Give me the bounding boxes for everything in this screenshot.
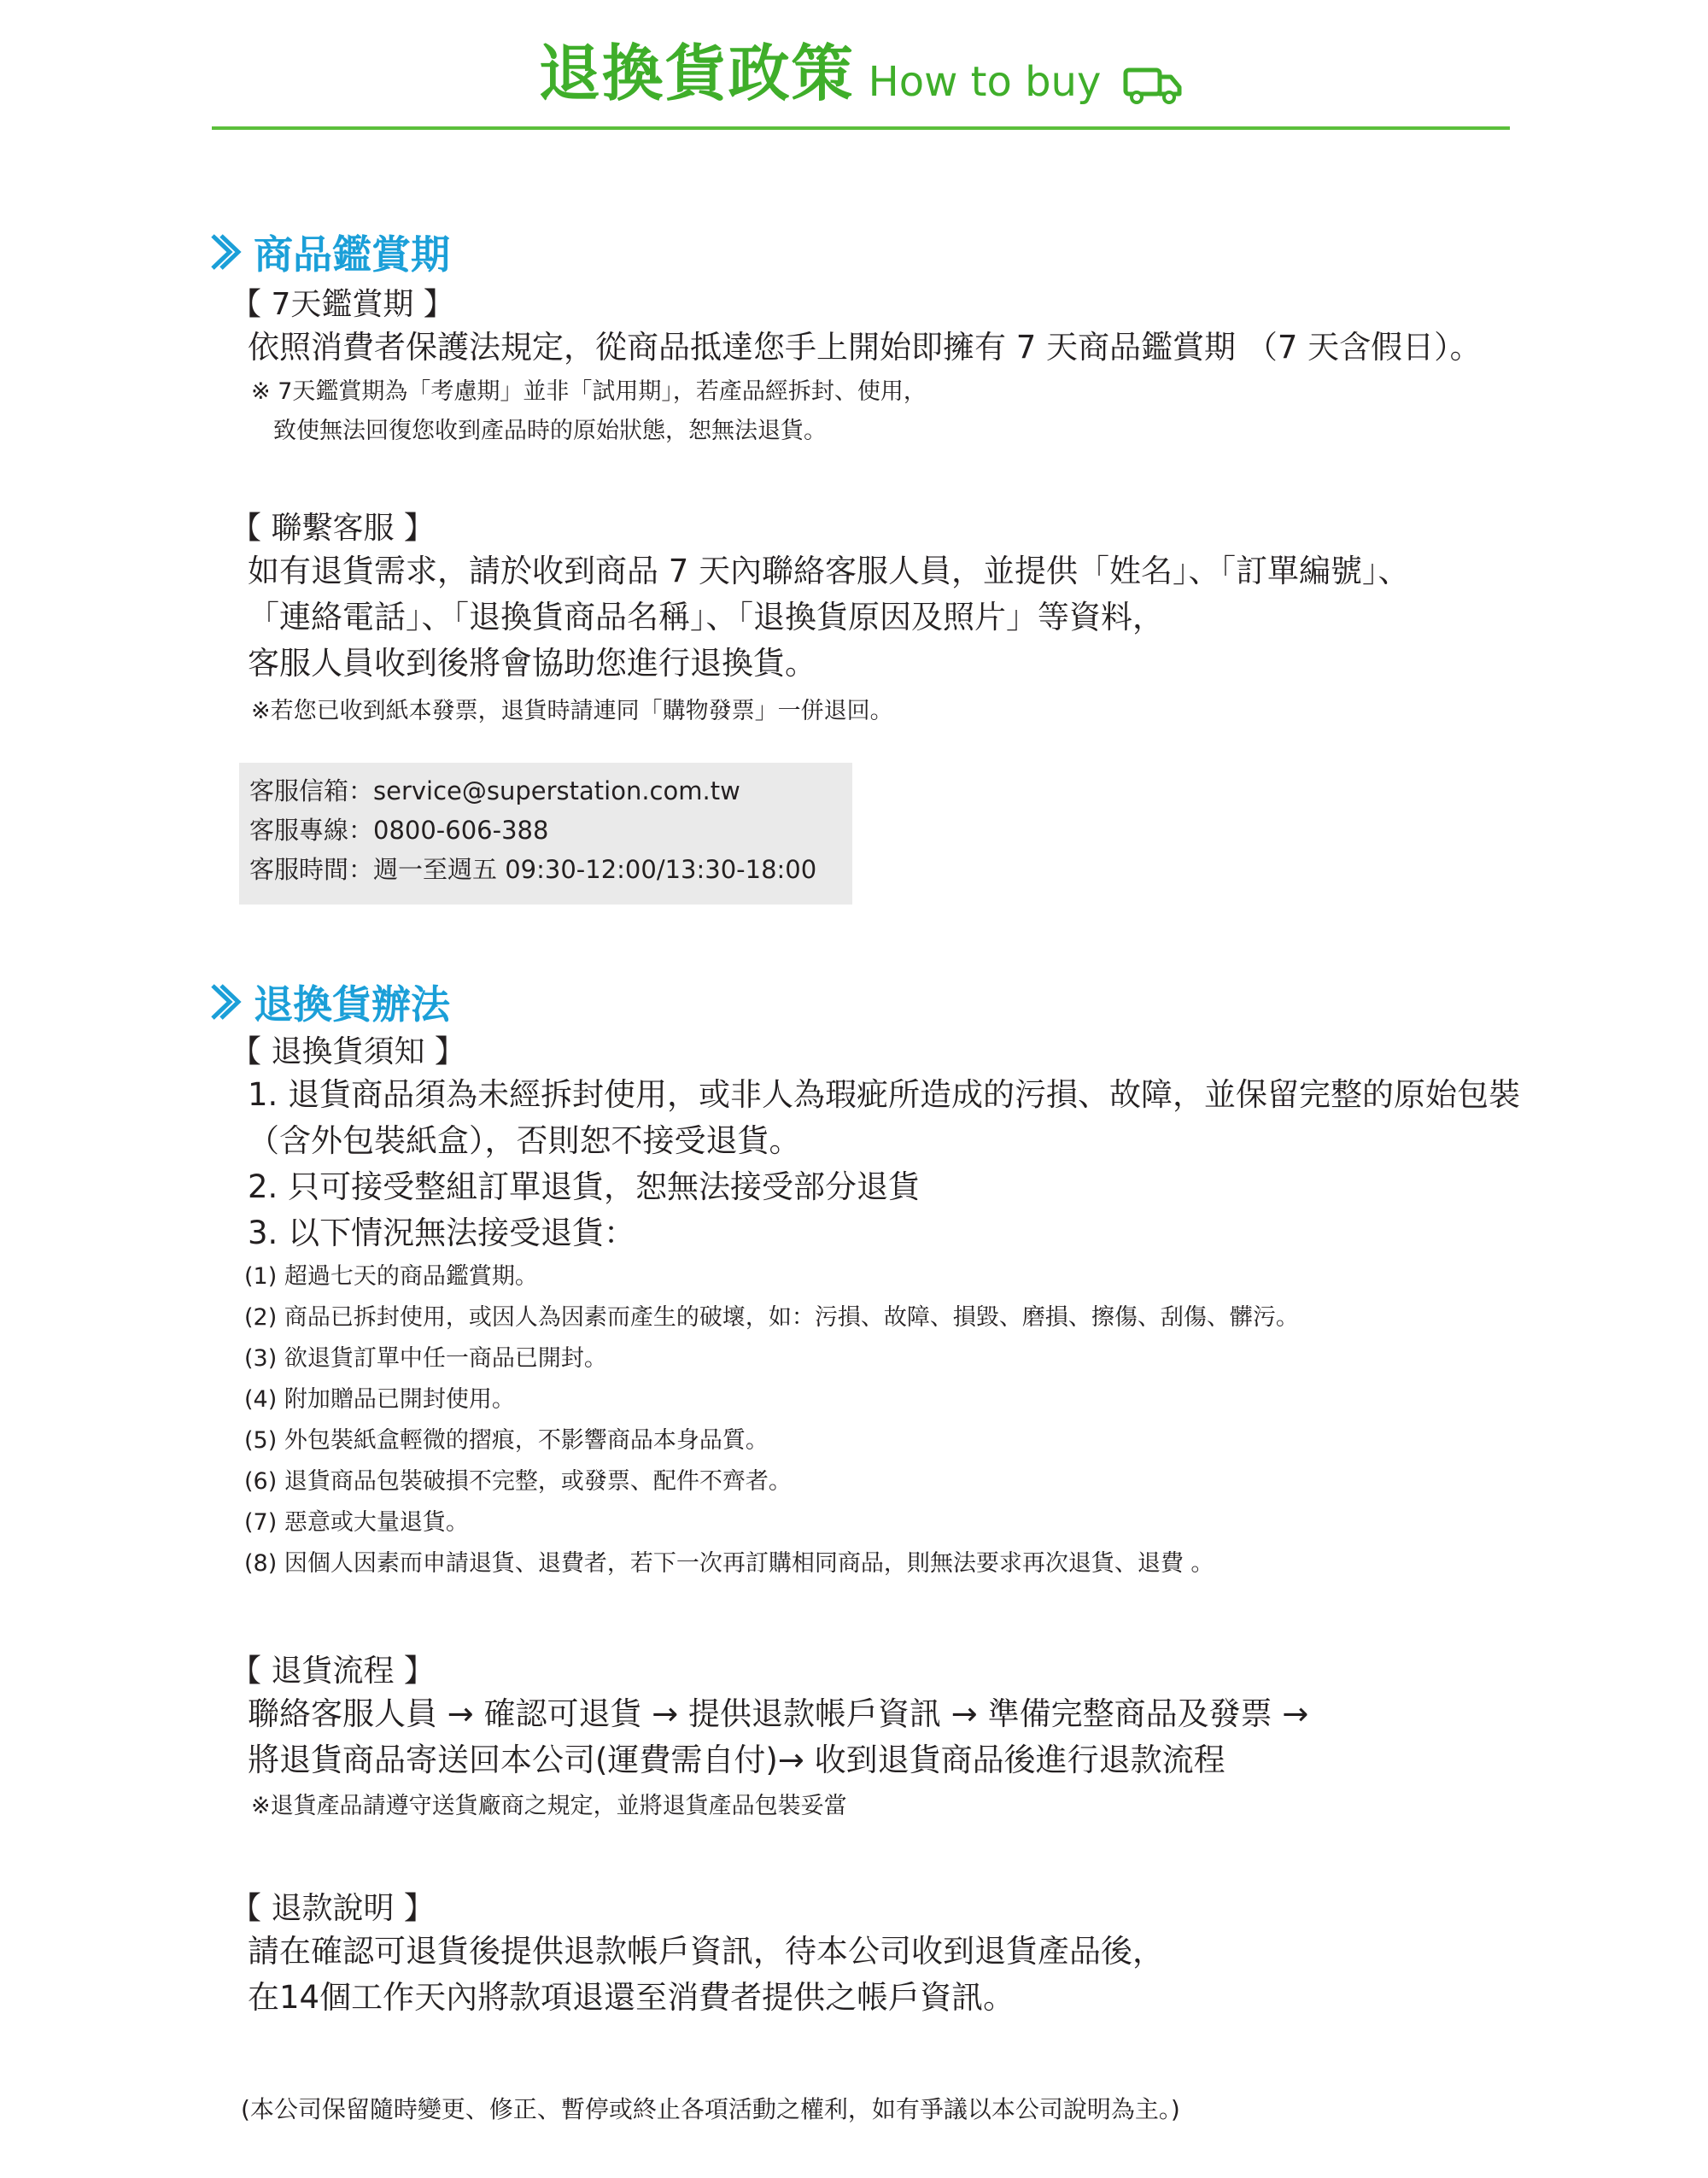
page-subtitle: How to buy (868, 58, 1102, 106)
body-text: 客服人員收到後將會協助您進行退換貨。 (248, 645, 816, 682)
contact-email[interactable]: 客服信箱：service@superstation.com.tw (249, 776, 740, 805)
case-item: (6) 退貨商品包裝破損不完整，或發票、配件不齊者。 (244, 1468, 792, 1496)
case-item: (4) 附加贈品已開封使用。 (244, 1386, 515, 1414)
subheading: 【 退款說明 】 (231, 1891, 435, 1926)
note-text: ※若您已收到紙本發票，退貨時請連同「購物發票」一併退回。 (251, 698, 893, 725)
return-process-block (231, 1653, 1308, 1826)
contact-service-block (231, 510, 1410, 731)
chevron-right-icon (208, 982, 242, 1022)
contact-info-box (239, 763, 852, 905)
body-text: 聯絡客服人員 → 確認可退貨 → 提供退款帳戶資訊 → 準備完整商品及發票 → (248, 1695, 1309, 1733)
refund-block (231, 1890, 1164, 2021)
body-text: 依照消費者保護法規定，從商品抵達您手上開始即擁有 7 天商品鑑賞期 （7 天含假日）。 (248, 329, 1482, 366)
list-item: 1. 退貨商品須為未經拆封使用，或非人為瑕疵所造成的污損、故障，並保留完整的原始包裝 (248, 1076, 1521, 1114)
subheading: 【 聯繫客服 】 (231, 511, 435, 546)
body-text: 如有退貨需求，請於收到商品 7 天內聯絡客服人員，並提供「姓名」、「訂單編號」、 (248, 553, 1410, 590)
header-divider (212, 126, 1510, 130)
note-text: ※ 7天鑑賞期為「考慮期」並非「試用期」，若產品經拆封、使用， (251, 378, 927, 406)
list-item: 2. 只可接受整組訂單退貨，恕無法接受部分退貨 (248, 1168, 921, 1206)
case-item: (7) 惡意或大量退貨。 (244, 1509, 469, 1537)
return-notice-block (231, 1033, 1520, 1584)
body-text: 在14個工作天內將款項退還至消費者提供之帳戶資訊。 (248, 1979, 1015, 2017)
subheading: 【 退貨流程 】 (231, 1654, 435, 1689)
note-text: ※退貨產品請遵守送貨廠商之規定，並將退貨產品包裝妥當 (251, 1793, 847, 1820)
subheading: 【 退換貨須知 】 (231, 1034, 465, 1069)
section-title-appreciation (208, 224, 450, 280)
case-item: (1) 超過七天的商品鑑賞期。 (244, 1263, 538, 1291)
case-item: (5) 外包裝紙盒輕微的摺痕，不影響商品本身品質。 (244, 1427, 769, 1455)
note-text: 致使無法回復您收到產品時的原始狀態，恕無法退貨。 (273, 418, 827, 445)
footer-disclaimer: (本公司保留隨時變更、修正、暫停或終止各項活動之權利，如有爭議以本公司說明為主。) (241, 2095, 1180, 2123)
truck-icon (1123, 65, 1183, 104)
body-text: 請在確認可退貨後提供退款帳戶資訊，待本公司收到退貨產品後， (248, 1933, 1164, 1970)
chevron-right-icon (208, 232, 242, 272)
section-title-return (208, 974, 450, 1030)
subheading: 【 7天鑑賞期 】 (231, 287, 454, 322)
list-item: 3. 以下情況無法接受退貨： (248, 1215, 636, 1252)
page-title: 退換貨政策 (538, 38, 855, 109)
section-title-text: 商品鑑賞期 (254, 231, 450, 278)
case-item: (3) 欲退貨訂單中任一商品已開封。 (244, 1345, 607, 1373)
list-item: （含外包裝紙盒），否則恕不接受退貨。 (248, 1122, 801, 1160)
appreciation-period-block (231, 286, 1482, 451)
page-header (212, 38, 1510, 137)
section-title-text: 退換貨辦法 (254, 981, 450, 1028)
case-item: (2) 商品已拆封使用，或因人為因素而產生的破壞，如：污損、故障、損毀、磨損、擦傷、刮傷、髒污。 (244, 1304, 1299, 1332)
case-item: (8) 因個人因素而申請退貨、退費者，若下一次再訂購相同商品，則無法要求再次退貨、退費 。 (244, 1550, 1214, 1578)
body-text: 「連絡電話」、「退換貨商品名稱」、「退換貨原因及照片」等資料， (248, 599, 1164, 636)
body-text: 將退貨商品寄送回本公司(運費需自付)→ 收到退貨商品後進行退款流程 (248, 1742, 1225, 1779)
contact-phone[interactable]: 客服專線：0800-606-388 (249, 816, 549, 845)
contact-hours: 客服時間：週一至週五 09:30-12:00/13:30-18:00 (249, 855, 817, 884)
